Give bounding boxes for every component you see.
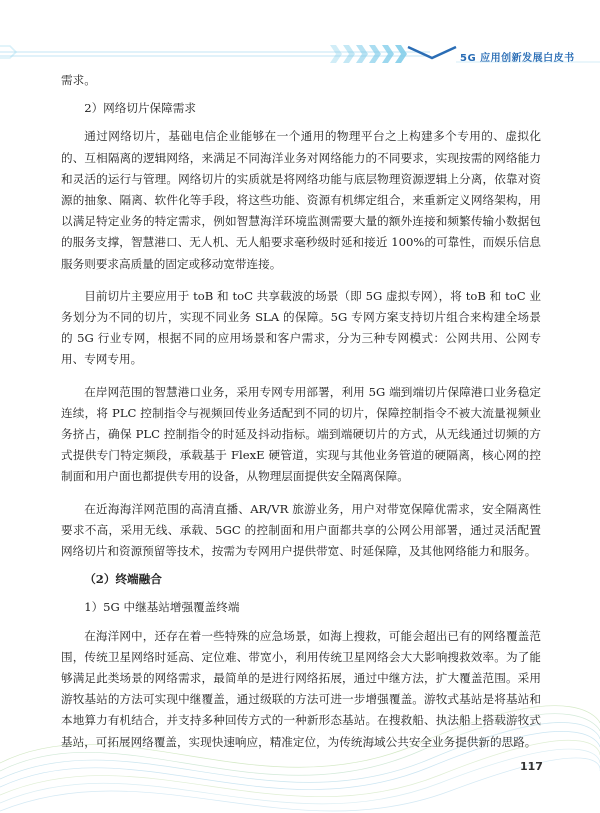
decorative-waves (0, 613, 600, 813)
paragraph-smart-port: 在岸网范围的智慧港口业务，采用专网专用部署，利用 5G 端到端切片保障港口业务稳定连续，将 PLC 控制指令与视频回传业务适配到不同的切片，保障控制指令不被大流量视频业务挤占，确保 PLC 控制指令的时延及抖动指标。端到端硬切片的方式，从无线通过切频的方式提供专门特定频段，承载基于 FlexE 硬管道，实现与其他业务管道的硬隔离，核心网的控制面和用户面也都提供专用的设备，从物理层面提供安全隔离保障。 (61, 384, 541, 484)
header-title: 5G 应用创新发展白皮书 (460, 53, 575, 64)
paragraph-relay-station: 在海洋网中，还存在着一些特殊的应急场景，如海上搜救，可能会超出已有的网络覆盖范围，传统卫星网络时延高、定位难、带宽小，利用传统卫星网络会大大影响搜救效率。为了能够满足此类场景的网络需求，最简单的是进行网络拓展，通过中继方法，扩大覆盖范围。采用游牧基站的方法可实现中继覆盖，通过级联的方法可进一步增强覆盖。游牧式基站是将基站和本地算力有机结合，并支持多种回传方式的一种新形态基站。在搜救船、执法船上搭载游牧式基站，可拓展网络覆盖，实现快速响应，精准定位，为传统海域公共安全业务提供新的思路。 (61, 628, 541, 749)
chevron-pattern (330, 45, 407, 63)
paragraph-network-slicing: 通过网络切片，基础电信企业能够在一个通用的物理平台之上构建多个专用的、虚拟化的、互相隔离的逻辑网络，来满足不同海洋业务对网络能力的不同要求，实现按需的网络能力和灵活的运行与管理。网络切片的实质就是将网络功能与底层物理资源逻辑上分离，依靠对资源的抽象、隔离、软件化等手段，将这些功能、资源有机绑定组合，来重新定义网络架构，用以满足特定业务的特定需求，例如智慧海洋环境监测需要大量的额外连接和频繁传输小数据包的服务支撑，智慧港口、无人机、无人船要求毫秒级时延和接近 100%的可靠性，而娱乐信息服务则要求高质量的固定或移动宽带连接。 (61, 129, 541, 271)
heading-terminal-fusion: （2）终端融合 (84, 572, 162, 587)
subheading-relay-station: 1）5G 中继基站增强覆盖终端 (84, 600, 240, 615)
paragraph-slice-application: 目前切片主要应用于 toB 和 toC 共享载波的场景（即 5G 虚拟专网），将 toB 和 toC 业务划分为不同的切片，实现不同业务 SLA 的保障。5G 专网方案支持切片组合来构建全场景的 5G 行业专网，根据不同的应用场景和客户需求，分为三种专网模式：公网共用、公网专用、专网专用。 (61, 288, 541, 367)
subheading-network-slicing: 2）网络切片保障需求 (84, 101, 196, 116)
paragraph-nearshore: 在近海海洋网范围的高清直播、AR/VR 旅游业务，用户对带宽保障优需求，安全隔离性要求不高，采用无线、承载、5GC 的控制面和用户面都共享的公网公用部署，通过灵活配置网络切片和资源预留等技术，按需为专网用户提供带宽、时延保障，及其他网络能力和服务。 (61, 501, 541, 559)
paragraph-continuation: 需求。 (61, 73, 96, 87)
page-number: 117 (520, 760, 543, 773)
